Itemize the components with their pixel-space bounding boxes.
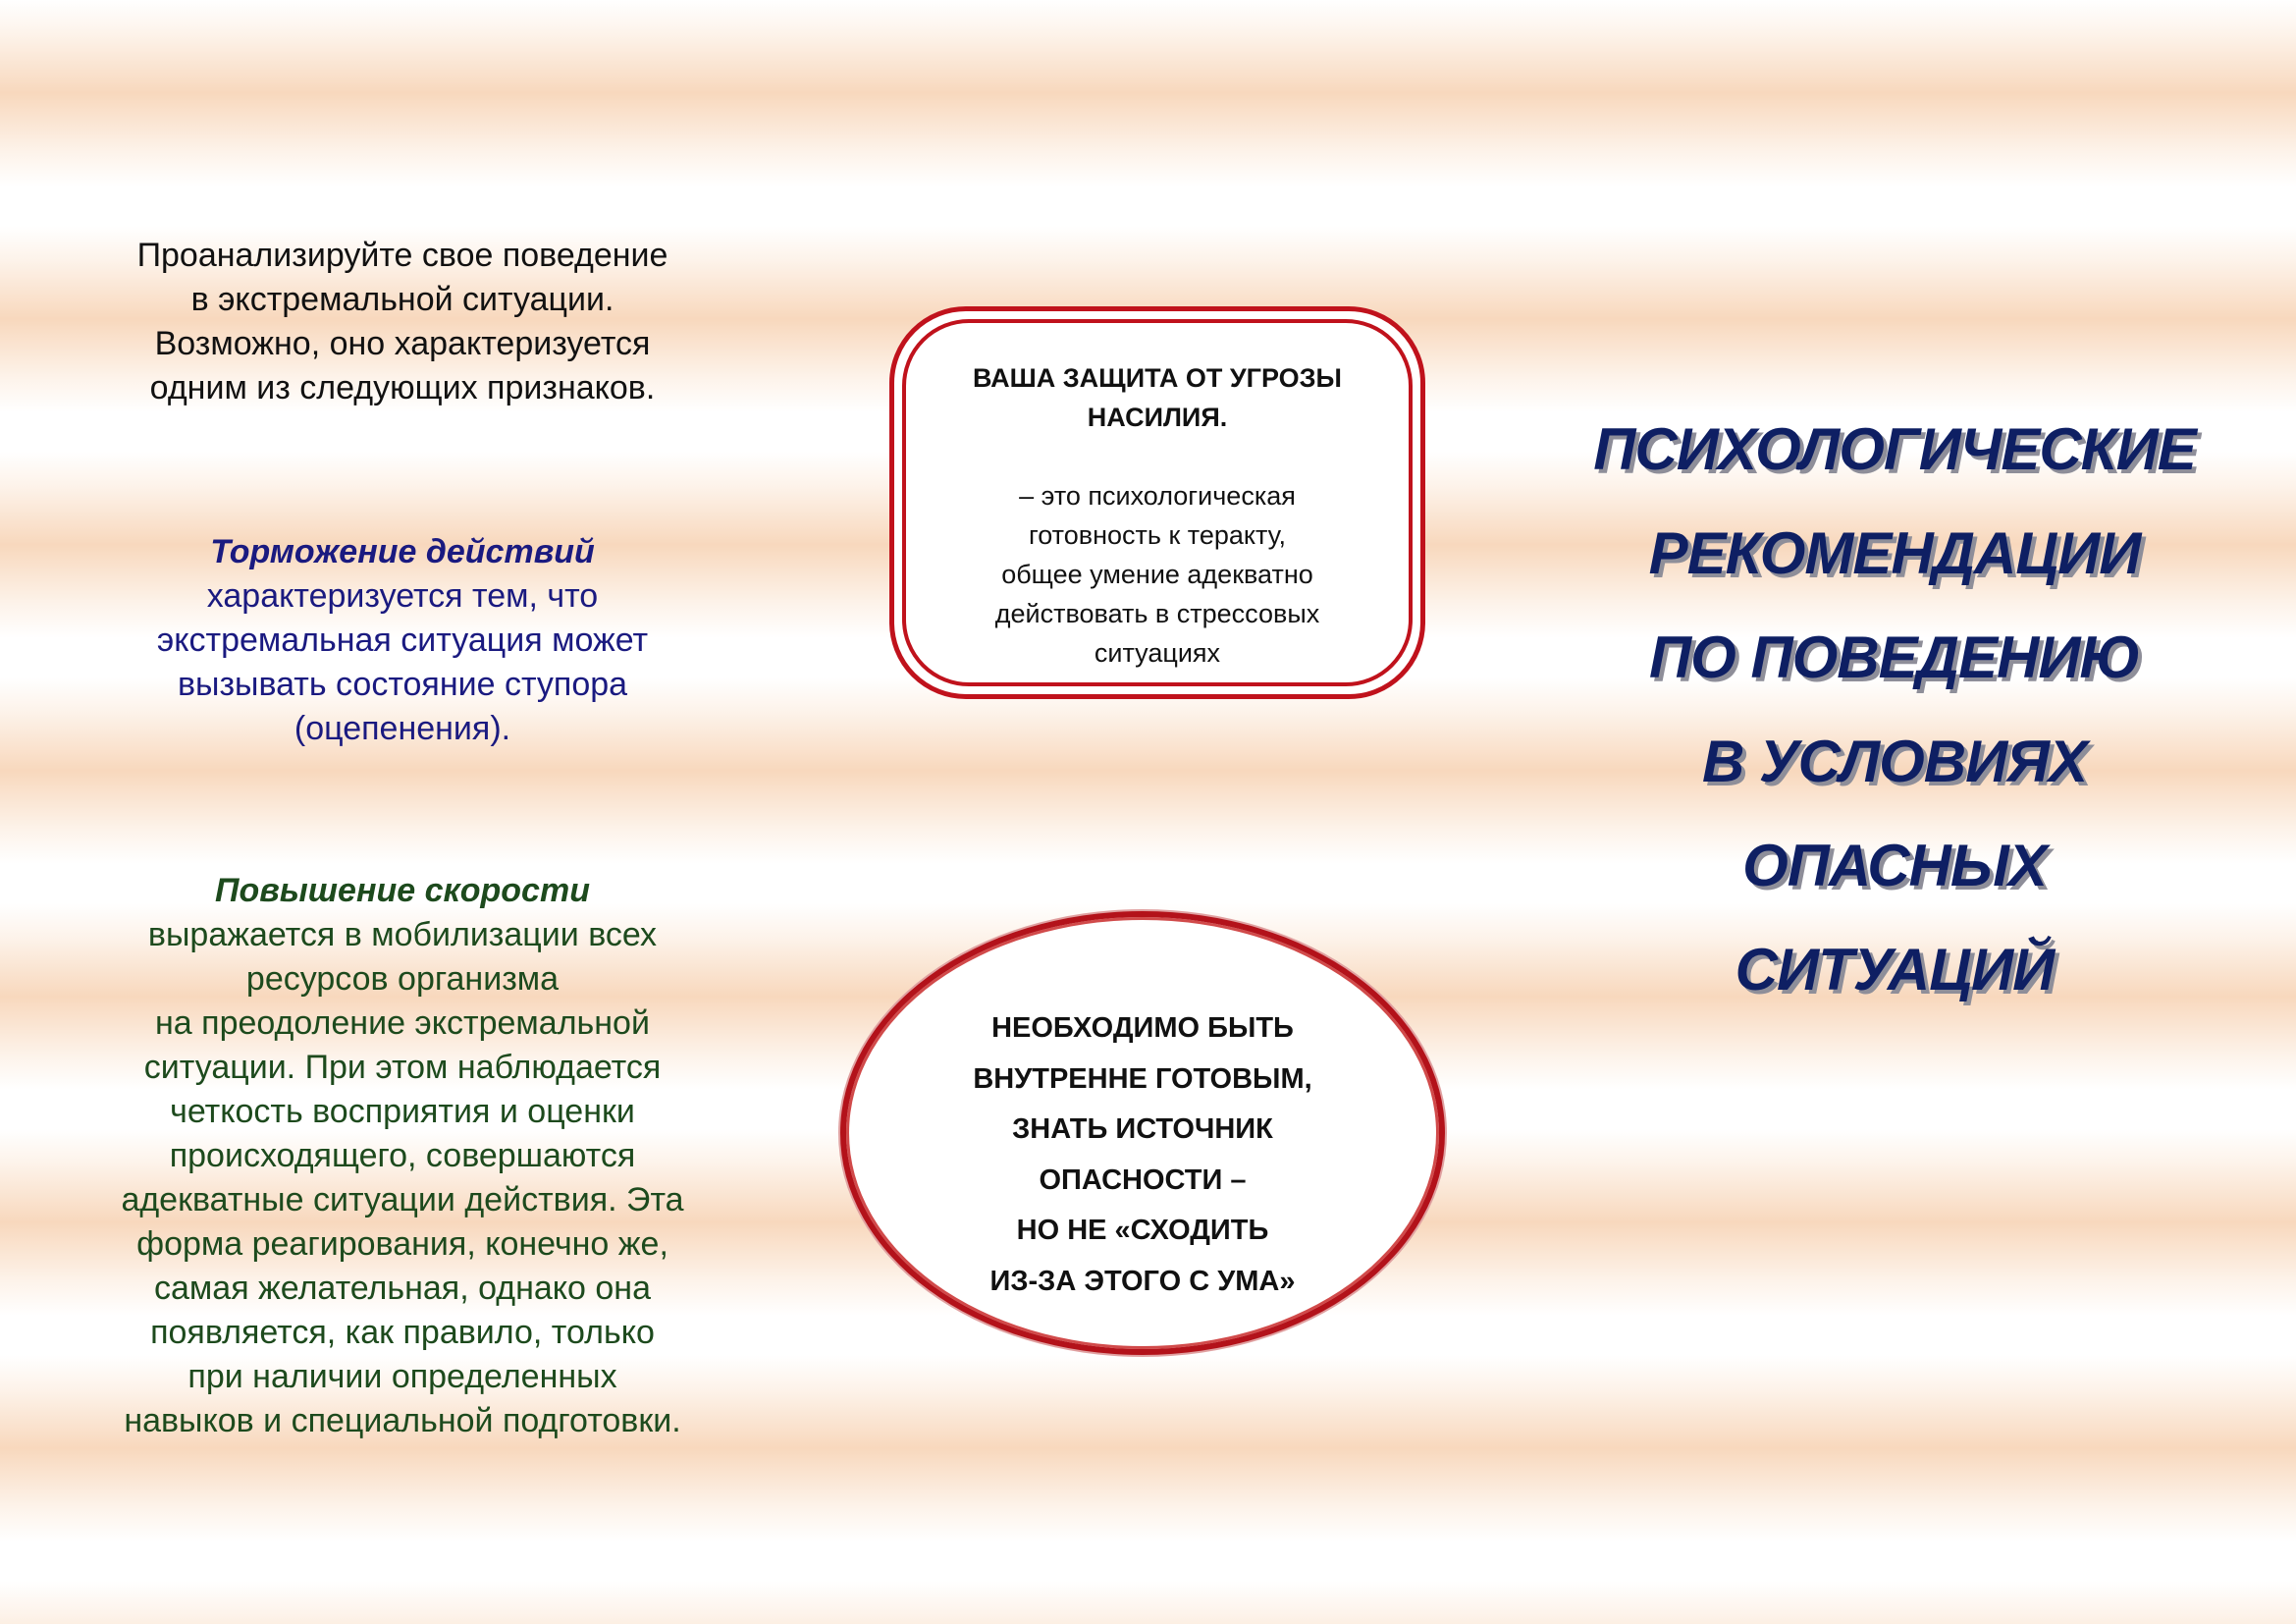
speed-line: появляется, как правило, только [150, 1314, 655, 1351]
readiness-line: ВНУТРЕННЕ ГОТОВЫМ, [973, 1062, 1312, 1095]
braking-line: характеризуется тем, что [206, 577, 599, 615]
defense-body-line: общее умение адекватно [1001, 560, 1313, 589]
defense-body-line: действовать в стрессовых [994, 599, 1320, 628]
speed-line: форма реагирования, конечно же, [136, 1225, 668, 1263]
intro-line: одним из следующих признаков. [149, 369, 656, 406]
title-line: ОПАСНЫХ [1742, 833, 2047, 898]
defense-body-line: готовность к теракту, [1029, 520, 1286, 550]
defense-definition-box [889, 306, 1425, 699]
readiness-line: НЕОБХОДИМО БЫТЬ [991, 1012, 1294, 1044]
braking-line: (оцепенения). [294, 710, 511, 747]
title-line: В УСЛОВИЯХ [1701, 729, 2088, 794]
title-line: СИТУАЦИЙ [1735, 937, 2055, 1002]
readiness-line: ОПАСНОСТИ – [1039, 1164, 1247, 1196]
speed-line: ресурсов организма [245, 960, 560, 998]
speed-paragraph [59, 869, 746, 1443]
readiness-text [846, 1003, 1439, 1307]
title-line: РЕКОМЕНДАЦИИ [1648, 520, 2141, 586]
speed-line: выражается в мобилизации всех [147, 916, 658, 953]
readiness-line: ИЗ-ЗА ЭТОГО С УМА» [989, 1265, 1296, 1297]
speed-line: ситуации. При этом наблюдается [143, 1049, 662, 1086]
speed-line: адекватные ситуации действия. Эта [121, 1181, 684, 1218]
intro-line: в экстремальной ситуации. [190, 281, 614, 318]
readiness-line: ЗНАТЬ ИСТОЧНИК [1012, 1113, 1273, 1145]
defense-head-line: ВАША ЗАЩИТА ОТ УГРОЗЫ [972, 363, 1342, 393]
braking-line: вызывать состояние ступора [177, 666, 628, 703]
defense-box-body [906, 476, 1409, 673]
title-line: ПО ПОВЕДЕНИЮ [1648, 624, 2141, 690]
speed-line: самая желательная, однако она [154, 1270, 651, 1307]
intro-paragraph [59, 234, 746, 410]
braking-line: экстремальная ситуация может [156, 622, 649, 659]
speed-term: Повышение скорости [215, 872, 590, 909]
defense-box-heading [906, 358, 1409, 437]
defense-body-line: – это психологическая [1019, 481, 1296, 511]
readiness-line: НО НЕ «СХОДИТЬ [1016, 1215, 1269, 1246]
brochure-title [1512, 398, 2277, 1022]
intro-line: Возможно, оно характеризуется [154, 325, 651, 362]
speed-line: четкость восприятия и оценки [170, 1093, 635, 1130]
speed-line: на преодоление экстремальной [155, 1004, 650, 1042]
speed-line: при наличии определенных [187, 1358, 617, 1395]
braking-term: Торможение действий [210, 533, 595, 570]
braking-paragraph [59, 530, 746, 751]
readiness-ellipse [840, 911, 1445, 1355]
defense-head-line: НАСИЛИЯ. [1087, 403, 1228, 432]
defense-body-line: ситуациях [1094, 638, 1221, 668]
speed-line: происходящего, совершаются [169, 1137, 636, 1174]
defense-box-inner [902, 319, 1413, 686]
speed-line: навыков и специальной подготовки. [124, 1402, 681, 1439]
title-line: ПСИХОЛОГИЧЕСКИЕ [1593, 416, 2196, 482]
intro-line: Проанализируйте свое поведение [136, 237, 668, 274]
